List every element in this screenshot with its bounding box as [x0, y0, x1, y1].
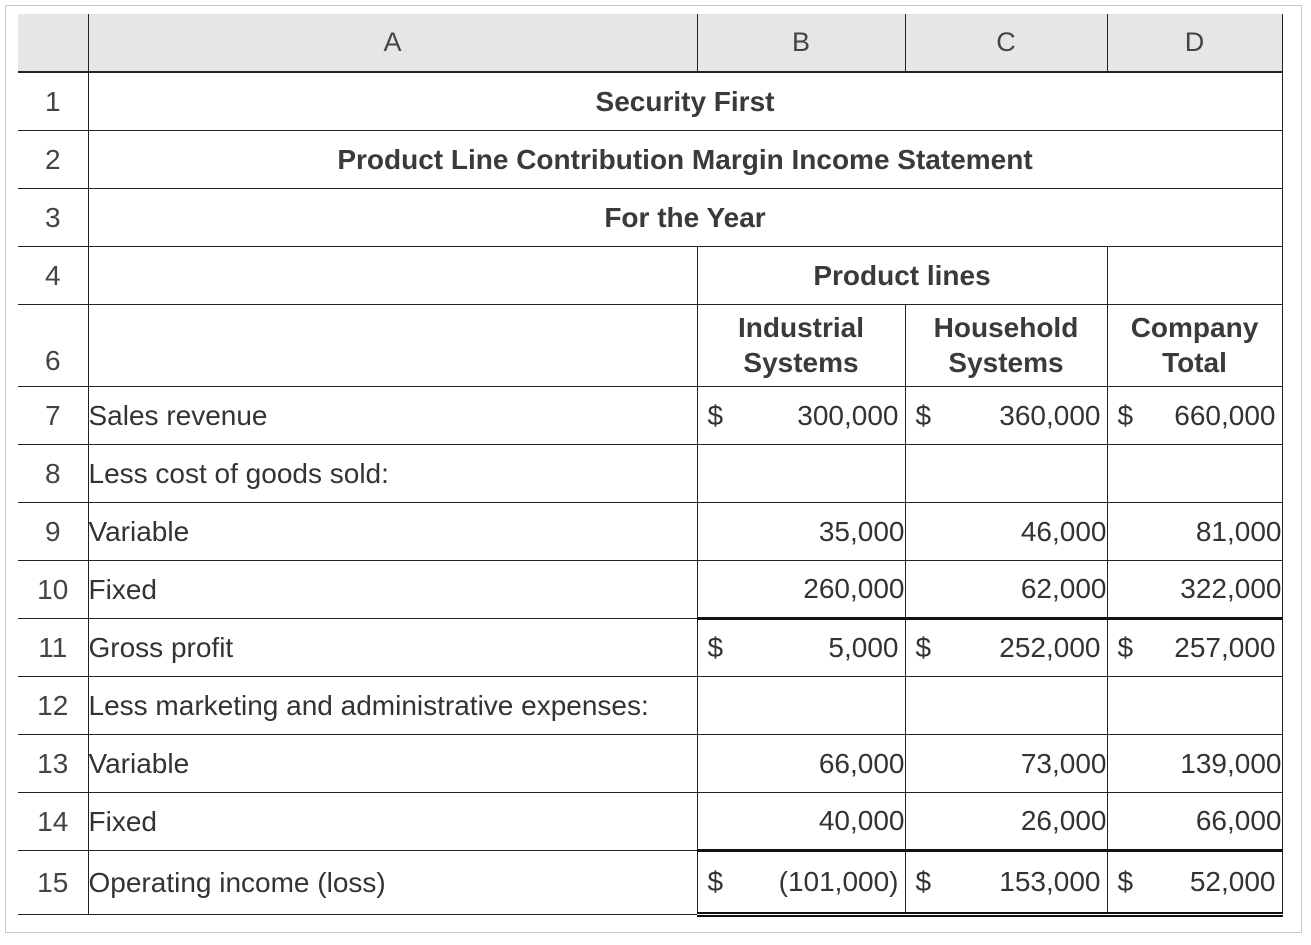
row-number[interactable]: 6 [18, 304, 88, 386]
header-line: Systems [948, 347, 1064, 378]
row-number[interactable]: 4 [18, 246, 88, 304]
gross-total-cell[interactable] [1107, 618, 1282, 676]
opinc-household-cell[interactable] [905, 850, 1107, 914]
row-number[interactable]: 8 [18, 444, 88, 502]
cogs-fixed-total[interactable]: 322,000 [1107, 560, 1282, 618]
cell-b8[interactable] [697, 444, 905, 502]
currency-symbol: $ [1117, 632, 1134, 663]
mae-fixed-label[interactable]: Fixed [88, 792, 697, 850]
row-number[interactable]: 7 [18, 386, 88, 444]
mae-variable-household[interactable]: 73,000 [905, 734, 1107, 792]
gross-household-value: 252,000 [999, 632, 1101, 663]
column-header-a[interactable]: A [88, 14, 697, 72]
cogs-fixed-industrial[interactable]: 260,000 [697, 560, 905, 618]
table-row [18, 734, 1282, 792]
gross-total-value: 257,000 [1174, 632, 1276, 663]
header-line: Systems [743, 347, 859, 378]
mae-label[interactable]: Less marketing and administrative expenses: [88, 676, 697, 734]
cell-d8[interactable] [1107, 444, 1282, 502]
column-header-d[interactable]: D [1107, 14, 1282, 72]
cell-d12[interactable] [1107, 676, 1282, 734]
cogs-fixed-label[interactable]: Fixed [88, 560, 697, 618]
row-number[interactable]: 11 [18, 618, 88, 676]
mae-fixed-household[interactable]: 26,000 [905, 792, 1107, 850]
column-header-c[interactable]: C [905, 14, 1107, 72]
column-header-row [18, 14, 1282, 72]
currency-symbol: $ [915, 866, 932, 897]
table-row [18, 130, 1282, 188]
table-row [18, 304, 1282, 386]
currency-symbol: $ [707, 866, 724, 897]
table-row [18, 618, 1282, 676]
currency-symbol: $ [707, 632, 724, 663]
household-systems-header[interactable] [905, 304, 1107, 386]
mae-variable-label[interactable]: Variable [88, 734, 697, 792]
opinc-industrial-value: (101,000) [778, 866, 899, 897]
table-row [18, 502, 1282, 560]
cell-a4[interactable] [88, 246, 697, 304]
currency-symbol: $ [1117, 866, 1134, 897]
mae-fixed-total[interactable]: 66,000 [1107, 792, 1282, 850]
row-number[interactable]: 13 [18, 734, 88, 792]
statement-title[interactable]: Product Line Contribution Margin Income Statement [88, 130, 1282, 188]
row-number[interactable]: 9 [18, 502, 88, 560]
industrial-systems-header[interactable] [697, 304, 905, 386]
currency-symbol: $ [915, 399, 932, 431]
row-number[interactable]: 2 [18, 130, 88, 188]
sales-industrial-cell[interactable] [697, 386, 905, 444]
header-line: Total [1162, 347, 1227, 378]
gross-industrial-cell[interactable] [697, 618, 905, 676]
cogs-variable-total[interactable]: 81,000 [1107, 502, 1282, 560]
statement-period[interactable]: For the Year [88, 188, 1282, 246]
sales-revenue-label[interactable]: Sales revenue [88, 386, 697, 444]
opinc-household-value: 153,000 [999, 866, 1101, 897]
income-statement-sheet [18, 14, 1283, 917]
operating-income-label[interactable]: Operating income (loss) [88, 850, 697, 914]
cell-b12[interactable] [697, 676, 905, 734]
table-row [18, 386, 1282, 444]
currency-symbol: $ [707, 399, 724, 431]
sales-household-cell[interactable] [905, 386, 1107, 444]
table-row [18, 188, 1282, 246]
cogs-variable-industrial[interactable]: 35,000 [697, 502, 905, 560]
sales-industrial-value: 300,000 [797, 399, 899, 431]
row-number[interactable]: 10 [18, 560, 88, 618]
table-row [18, 792, 1282, 850]
cogs-variable-household[interactable]: 46,000 [905, 502, 1107, 560]
corner-cell[interactable] [18, 14, 88, 72]
sales-total-value: 660,000 [1174, 399, 1276, 431]
table-row [18, 444, 1282, 502]
product-lines-header[interactable]: Product lines [697, 246, 1107, 304]
row-number[interactable]: 3 [18, 188, 88, 246]
table-row [18, 560, 1282, 618]
table-row [18, 850, 1282, 914]
cell-c8[interactable] [905, 444, 1107, 502]
gross-household-cell[interactable] [905, 618, 1107, 676]
company-name[interactable]: Security First [88, 72, 1282, 130]
header-line: Company [1130, 312, 1259, 343]
row-number[interactable]: 12 [18, 676, 88, 734]
gross-industrial-value: 5,000 [828, 632, 899, 663]
header-line: Industrial [737, 312, 864, 343]
row-number[interactable]: 15 [18, 850, 88, 914]
header-line: Household [933, 312, 1079, 343]
cogs-label[interactable]: Less cost of goods sold: [88, 444, 697, 502]
row-number[interactable]: 1 [18, 72, 88, 130]
mae-fixed-industrial[interactable]: 40,000 [697, 792, 905, 850]
sales-household-value: 360,000 [999, 399, 1101, 431]
cogs-variable-label[interactable]: Variable [88, 502, 697, 560]
opinc-industrial-cell[interactable] [697, 850, 905, 914]
table-row [18, 246, 1282, 304]
gross-profit-label[interactable]: Gross profit [88, 618, 697, 676]
table-row [18, 676, 1282, 734]
row-number[interactable]: 14 [18, 792, 88, 850]
column-header-b[interactable]: B [697, 14, 905, 72]
opinc-total-value: 52,000 [1189, 866, 1276, 897]
cell-c12[interactable] [905, 676, 1107, 734]
company-total-header[interactable] [1107, 304, 1282, 386]
mae-variable-total[interactable]: 139,000 [1107, 734, 1282, 792]
cogs-fixed-household[interactable]: 62,000 [905, 560, 1107, 618]
sales-total-cell[interactable] [1107, 386, 1282, 444]
mae-variable-industrial[interactable]: 66,000 [697, 734, 905, 792]
currency-symbol: $ [1117, 399, 1134, 431]
opinc-total-cell[interactable] [1107, 850, 1282, 914]
currency-symbol: $ [915, 632, 932, 663]
cell-d4[interactable] [1107, 246, 1282, 304]
table-row [18, 72, 1282, 130]
cell-a6[interactable] [88, 304, 697, 386]
